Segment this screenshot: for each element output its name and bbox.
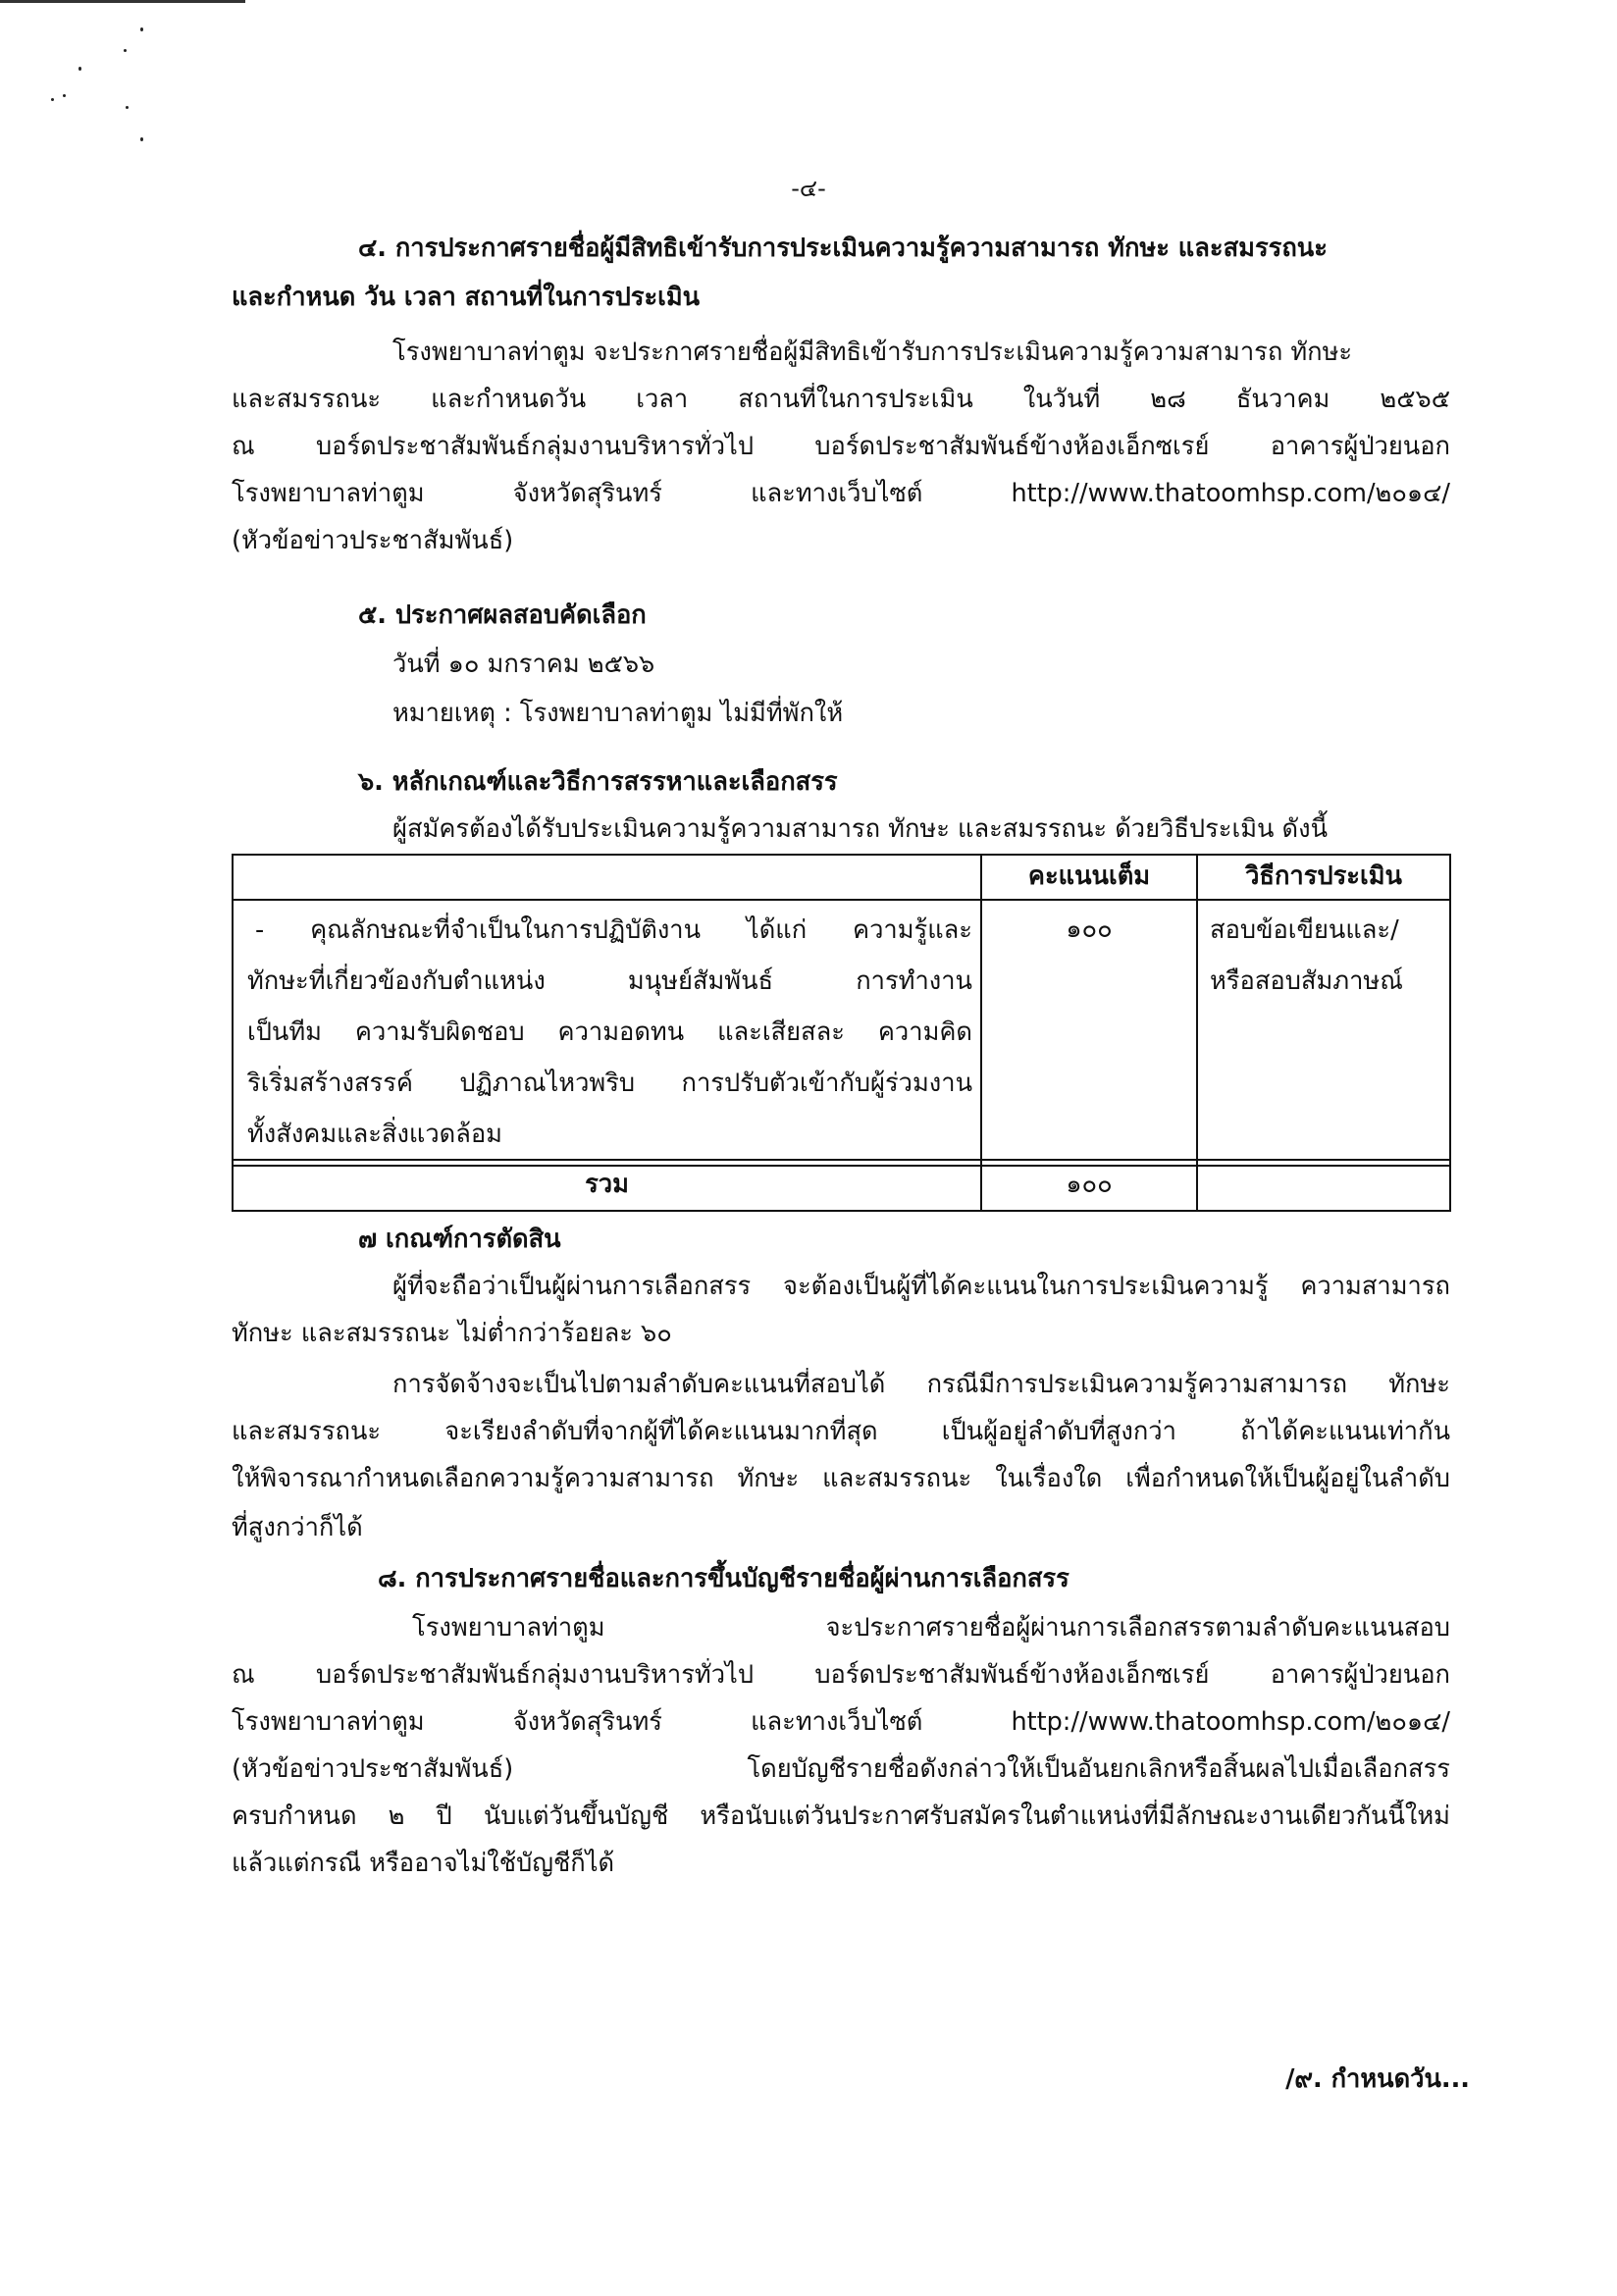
table-row-desc-line-3: เป็นทีม ความรับผิดชอบ ความอดทน และเสียสละ ความคิด bbox=[247, 1018, 972, 1047]
table-divider bbox=[234, 899, 1449, 901]
section5-date: วันที่ ๑๐ มกราคม ๒๕๖๖ bbox=[392, 650, 655, 679]
table-row-desc-line-1: - คุณลักษณะที่จำเป็นในการปฏิบัติงาน ได้แก่ ความรู้และ bbox=[255, 915, 972, 945]
table-header-score: คะแนนเต็ม bbox=[1027, 861, 1151, 891]
section4-body-line-1: โรงพยาบาลท่าตูม จะประกาศรายชื่อผู้มีสิทธิเข้ารับการประเมินความรู้ความสามารถ ทักษะ bbox=[392, 338, 1353, 367]
table-row-desc-line-2: ทักษะที่เกี่ยวข้องกับตำแหน่ง มนุษย์สัมพันธ์ การทำงาน bbox=[247, 966, 972, 996]
section4-body-line-2: และสมรรถนะ และกำหนดวัน เวลา สถานที่ในการประเมิน ในวันที่ ๒๘ ธันวาคม ๒๕๖๕ bbox=[232, 385, 1450, 414]
table-divider bbox=[980, 856, 982, 1210]
scan-speck bbox=[124, 49, 127, 52]
scan-speck bbox=[140, 27, 143, 31]
table-total-score: ๑๐๐ bbox=[1066, 1170, 1113, 1199]
section7-p2-line-3: ให้พิจารณากำหนดเลือกความรู้ความสามารถ ทักษะ และสมรรถนะ ในเรื่องใด เพื่อกำหนดให้เป็นผู้อยู่ในลำดับ bbox=[232, 1464, 1450, 1493]
section7-heading: ๗ เกณฑ์การตัดสิน bbox=[358, 1225, 561, 1254]
section8-body-line-4: (หัวข้อข่าวประชาสัมพันธ์) โดยบัญชีรายชื่อดังกล่าวให้เป็นอันยกเลิกหรือสิ้นผลไปเมื่อเลือกสรร bbox=[232, 1754, 1450, 1784]
continuation-note: /๙. กำหนดวัน... bbox=[1285, 2064, 1470, 2094]
section8-body-line-1: โรงพยาบาลท่าตูม จะประกาศรายชื่อผู้ผ่านการเลือกสรรตามลำดับคะแนนสอบ bbox=[412, 1613, 1450, 1643]
table-row-method-line-2: หรือสอบสัมภาษณ์ bbox=[1210, 966, 1403, 996]
section4-body-line-4: โรงพยาบาลท่าตูม จังหวัดสุรินทร์ และทางเว็บไซต์ http://www.thatoomhsp.com/๒๐๑๔/ bbox=[232, 479, 1450, 508]
table-divider bbox=[1196, 856, 1198, 1210]
section8-body-line-3: โรงพยาบาลท่าตูม จังหวัดสุรินทร์ และทางเว็บไซต์ http://www.thatoomhsp.com/๒๐๑๔/ bbox=[232, 1707, 1450, 1737]
section7-p2-line-2: และสมรรถนะ จะเรียงลำดับที่จากผู้ที่ได้คะแนนมากที่สุด เป็นผู้อยู่ลำดับที่สูงกว่า ถ้าได้คะแนนเท่ากัน bbox=[232, 1417, 1450, 1446]
scan-speck bbox=[140, 137, 143, 141]
scan-speck bbox=[78, 67, 81, 71]
section4-body-line-5: (หัวข้อข่าวประชาสัมพันธ์) bbox=[232, 526, 514, 555]
section6-intro: ผู้สมัครต้องได้รับประเมินความรู้ความสามารถ ทักษะ และสมรรถนะ ด้วยวิธีประเมิน ดังนี้ bbox=[392, 814, 1329, 844]
evaluation-table bbox=[232, 854, 1451, 1212]
section8-body-line-6: แล้วแต่กรณี หรืออาจไม่ใช้บัญชีก็ได้ bbox=[232, 1849, 615, 1878]
section8-body-line-2: ณ บอร์ดประชาสัมพันธ์กลุ่มงานบริหารทั่วไป บอร์ดประชาสัมพันธ์ข้างห้องเอ็กซเรย์ อาคารผู้ป่วยนอก bbox=[232, 1660, 1450, 1690]
scan-speck bbox=[126, 106, 129, 109]
scan-edge-line bbox=[0, 0, 245, 3]
scan-speck bbox=[51, 98, 54, 101]
table-row-score: ๑๐๐ bbox=[1066, 914, 1113, 944]
section7-p1-line-2: ทักษะ และสมรรถนะ ไม่ต่ำกว่าร้อยละ ๖๐ bbox=[232, 1319, 672, 1348]
section5-heading: ๕. ประกาศผลสอบคัดเลือก bbox=[358, 600, 647, 630]
section7-p2-line-1: การจัดจ้างจะเป็นไปตามลำดับคะแนนที่สอบได้ กรณีมีการประเมินความรู้ความสามารถ ทักษะ bbox=[392, 1370, 1450, 1399]
table-row-desc-line-4: ริเริ่มสร้างสรรค์ ปฏิภาณไหวพริบ การปรับตัวเข้ากับผู้ร่วมงาน bbox=[247, 1069, 972, 1098]
table-header-method: วิธีการประเมิน bbox=[1245, 861, 1402, 891]
section8-heading: ๘. การประกาศรายชื่อและการขึ้นบัญชีรายชื่อผู้ผ่านการเลือกสรร bbox=[378, 1564, 1069, 1593]
section4-heading-line-2: และกำหนด วัน เวลา สถานที่ในการประเมิน bbox=[232, 283, 701, 312]
section4-body-line-3: ณ บอร์ดประชาสัมพันธ์กลุ่มงานบริหารทั่วไป บอร์ดประชาสัมพันธ์ข้างห้องเอ็กซเรย์ อาคารผู้ป่วยนอก bbox=[232, 432, 1450, 461]
table-total-label: รวม bbox=[585, 1170, 629, 1199]
table-row-method-line-1: สอบข้อเขียนและ/ bbox=[1210, 915, 1399, 945]
table-divider bbox=[234, 1165, 1449, 1167]
section4-heading-line-1: ๔. การประกาศรายชื่อผู้มีสิทธิเข้ารับการประเมินความรู้ความสามารถ ทักษะ และสมรรถนะ bbox=[358, 234, 1328, 263]
section6-heading: ๖. หลักเกณฑ์และวิธีการสรรหาและเลือกสรร bbox=[358, 767, 838, 797]
section8-body-line-5: ครบกำหนด ๒ ปี นับแต่วันขึ้นบัญชี หรือนับแต่วันประกาศรับสมัครในตำแหน่งที่มีลักษณะงานเดียวกันนี้ใหม่ bbox=[232, 1801, 1450, 1831]
page-number: -๔- bbox=[791, 175, 826, 202]
table-divider bbox=[234, 1159, 1449, 1161]
section7-p2-line-4: ที่สูงกว่าก็ได้ bbox=[232, 1513, 363, 1542]
section5-note: หมายเหตุ : โรงพยาบาลท่าตูม ไม่มีที่พักให้ bbox=[392, 699, 844, 728]
section7-p1-line-1: ผู้ที่จะถือว่าเป็นผู้ผ่านการเลือกสรร จะต้องเป็นผู้ที่ได้คะแนนในการประเมินความรู้ ความสามารถ bbox=[392, 1272, 1450, 1301]
scan-speck bbox=[63, 94, 66, 97]
table-row-desc-line-5: ทั้งสังคมและสิ่งแวดล้อม bbox=[247, 1120, 502, 1149]
